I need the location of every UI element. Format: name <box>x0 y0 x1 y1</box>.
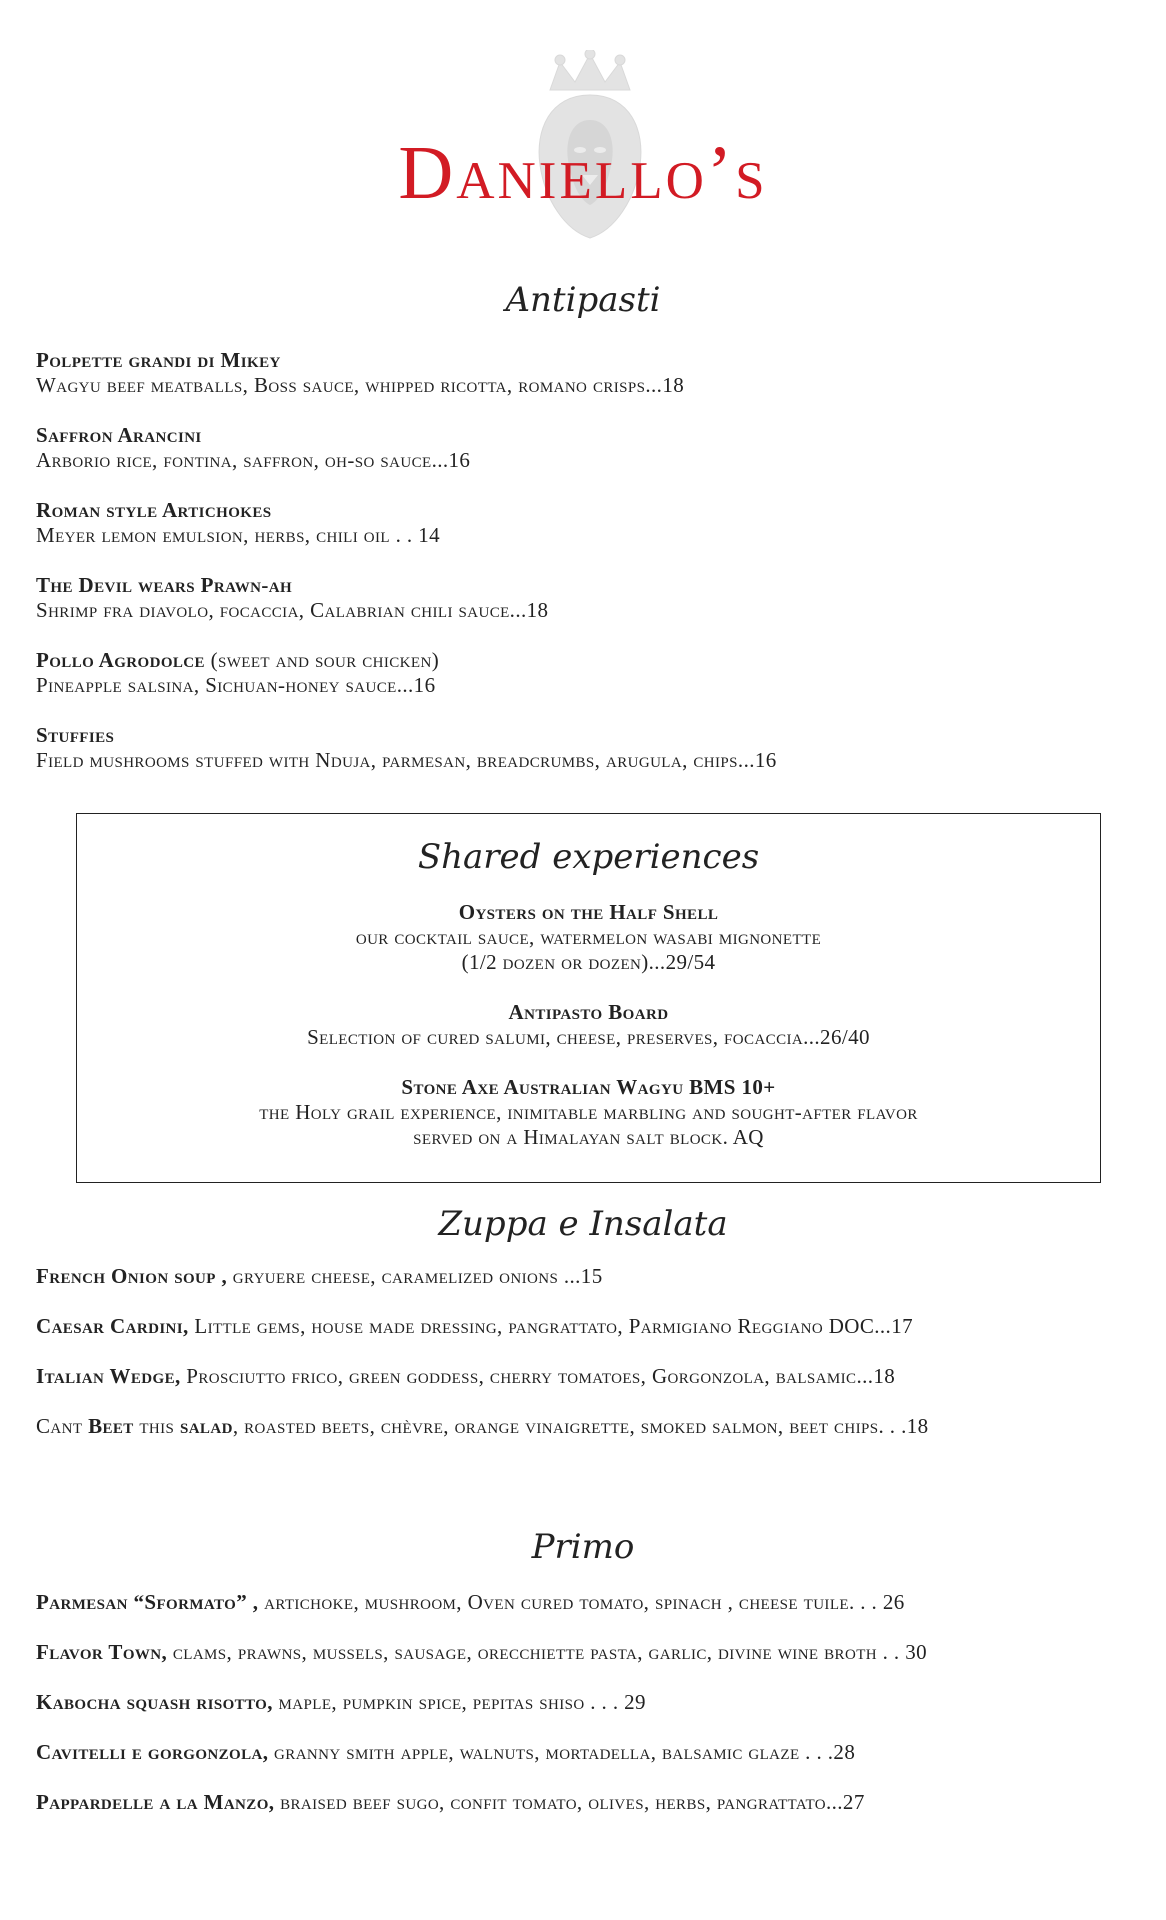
item-name: The Devil wears Prawn-ah <box>36 573 293 597</box>
menu-item <box>36 1790 865 1815</box>
menu-item <box>36 723 777 773</box>
menu-item <box>36 1414 929 1439</box>
item-description: granny smith apple, walnuts, mortadella, balsamic glaze . . .28 <box>268 1740 856 1764</box>
item-name: Oysters on the Half Shell <box>458 900 719 924</box>
menu-item <box>36 423 470 473</box>
item-description: Wagyu beef meatballs, Boss sauce, whipped ricotta, romano crisps...18 <box>36 373 685 397</box>
item-description: (1/2 dozen or dozen)...29/54 <box>461 950 716 974</box>
menu-item <box>77 1000 1100 1050</box>
item-name: Saffron Arancini <box>36 423 202 447</box>
item-description: Pineapple salsina, Sichuan-honey sauce...16 <box>36 673 436 697</box>
brand-name: Daniello’s <box>398 131 768 215</box>
item-description: served on a Himalayan salt block. AQ <box>413 1125 764 1149</box>
section-title-antipasti: Antipasti <box>505 280 661 320</box>
item-name: Beet <box>88 1414 134 1438</box>
item-description: Selection of cured salumi, cheese, preserves, focaccia...26/40 <box>307 1025 870 1049</box>
item-name: Polpette grandi di Mikey <box>36 348 281 372</box>
item-name: Caesar Cardini, <box>36 1314 189 1338</box>
item-name: Stuffies <box>36 723 115 747</box>
menu-item <box>36 1314 913 1339</box>
item-prefix: Cant <box>36 1414 89 1438</box>
item-name: Pappardelle a la Manzo, <box>36 1790 275 1814</box>
item-name: salad <box>179 1414 233 1438</box>
item-description: Meyer lemon emulsion, herbs, chili oil . . 14 <box>36 523 440 547</box>
item-name: Italian Wedge, <box>36 1364 181 1388</box>
item-name: French Onion soup , <box>36 1264 228 1288</box>
menu-item <box>36 1364 895 1389</box>
section-title-shared: Shared experiences <box>417 837 760 877</box>
item-description: Field mushrooms stuffed with Nduja, parmesan, breadcrumbs, arugula, chips...16 <box>36 748 777 772</box>
item-description: the Holy grail experience, inimitable marbling and sought-after flavor <box>259 1100 918 1124</box>
item-name: Kabocha squash risotto, <box>36 1690 273 1714</box>
section-title-zuppa: Zuppa e Insalata <box>438 1204 728 1244</box>
menu-item <box>77 900 1100 975</box>
item-name: Parmesan “Sformato” , <box>36 1590 259 1614</box>
menu-item <box>36 1590 905 1615</box>
item-description: maple, pumpkin spice, pepitas shiso . . . 29 <box>272 1690 646 1714</box>
item-description: clams, prawns, mussels, sausage, orecchiette pasta, garlic, divine wine broth . . 30 <box>167 1640 928 1664</box>
menu-item <box>36 573 548 623</box>
menu-item <box>36 1264 603 1289</box>
section-title-primo: Primo <box>531 1527 635 1567</box>
item-name-note: (sweet and sour chicken) <box>204 648 440 672</box>
menu-item <box>36 348 684 398</box>
menu-item <box>36 1690 646 1715</box>
item-description: braised beef sugo, confit tomato, olives, herbs, pangrattato...27 <box>274 1790 865 1814</box>
item-name: Antipasto Board <box>508 1000 669 1024</box>
item-description: Shrimp fra diavolo, focaccia, Calabrian chili sauce...18 <box>36 598 549 622</box>
item-description: our cocktail sauce, watermelon wasabi mignonette <box>355 925 822 949</box>
item-description: gryuere cheese, caramelized onions ...15 <box>227 1264 603 1288</box>
item-description: Little gems, house made dressing, pangrattato, Parmigiano Reggiano DOC...17 <box>188 1314 913 1338</box>
menu-item <box>77 1075 1100 1150</box>
item-description: , roasted beets, chèvre, orange vinaigrette, smoked salmon, beet chips. . .18 <box>232 1414 929 1438</box>
item-name: Pollo Agrodolce <box>36 648 205 672</box>
menu-item <box>36 1740 855 1765</box>
restaurant-logo <box>0 40 1166 240</box>
item-description: artichoke, mushroom, Oven cured tomato, spinach , cheese tuile. . . 26 <box>258 1590 905 1614</box>
item-description: Arborio rice, fontina, saffron, oh-so sauce...16 <box>36 448 471 472</box>
item-name: Flavor Town, <box>36 1640 168 1664</box>
item-name: Roman style Artichokes <box>36 498 272 522</box>
shared-experiences-box <box>76 813 1101 1183</box>
menu-item <box>36 648 439 698</box>
menu-item <box>36 498 440 548</box>
item-mid: this <box>133 1414 180 1438</box>
menu-item <box>36 1640 927 1665</box>
item-name: Stone Axe Australian Wagyu BMS 10+ <box>401 1075 776 1099</box>
item-description: Prosciutto frico, green goddess, cherry tomatoes, Gorgonzola, balsamic...18 <box>180 1364 896 1388</box>
item-name: Cavitelli e gorgonzola, <box>36 1740 269 1764</box>
